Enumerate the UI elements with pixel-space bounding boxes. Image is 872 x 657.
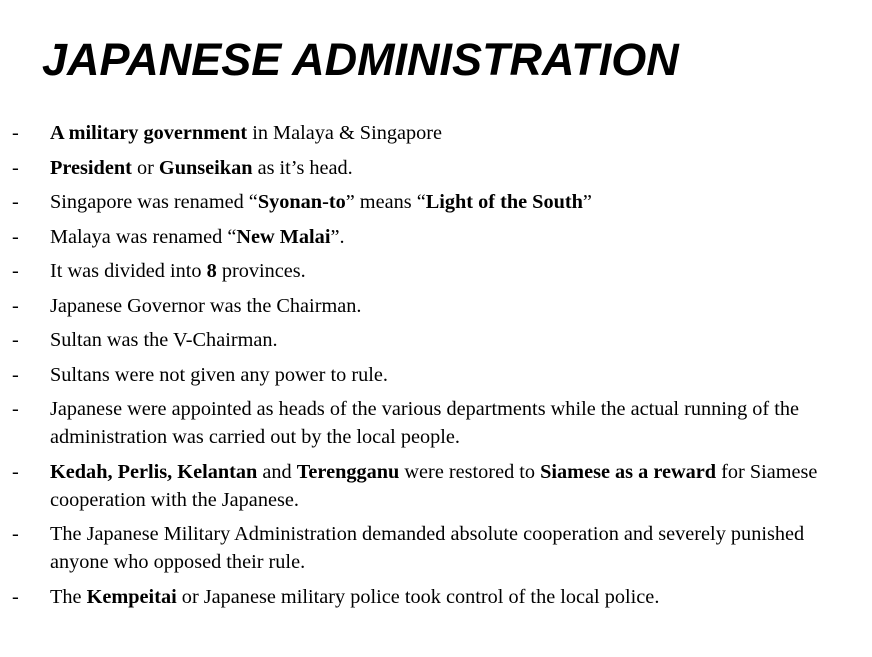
bullet-text-bold: Terengganu (296, 460, 400, 483)
bullet-text-bold: 8 (206, 260, 217, 282)
bullet-dash: - (12, 585, 19, 608)
bullet-text-bold: Kempeitai (86, 585, 177, 608)
bullet-text: The Japanese Military Administration demanded absolute cooperation and severely punished anyone who opposed their rule. (50, 523, 805, 573)
bullet-item (0, 395, 872, 451)
bullet-item (0, 188, 872, 216)
bullet-text-bold: A military government (50, 122, 248, 144)
bullet-text: or Japanese military police took control of the local police. (176, 585, 660, 608)
bullet-item (0, 223, 872, 251)
bullet-text-bold: Siamese as a reward (540, 460, 717, 483)
bullet-dash: - (12, 329, 19, 351)
bullet-dash: - (12, 363, 19, 386)
bullet-dash: - (12, 523, 19, 545)
bullet-dash: - (12, 191, 19, 213)
bullet-dash: - (12, 398, 19, 420)
bullet-text: ” means “ (345, 191, 426, 213)
bullet-text: Sultans were not given any power to rule. (50, 363, 388, 386)
bullet-item (0, 154, 872, 182)
bullet-list (0, 119, 872, 617)
bullet-text: in Malaya & Singapore (247, 122, 443, 144)
bullet-dash: - (12, 460, 19, 483)
bullet-text: and (257, 460, 297, 483)
bullet-text: Japanese were appointed as heads of the various departments while the actual running of the administration was carried out by the local people. (50, 398, 800, 448)
bullet-item (0, 326, 872, 354)
bullet-text: It was divided into (50, 260, 207, 282)
bullet-text-bold: Syonan-to (257, 191, 346, 213)
bullet-text: were restored to (399, 460, 541, 483)
bullet-text: Japanese Governor was the Chairman. (50, 294, 362, 317)
bullet-text-bold: Gunseikan (158, 156, 253, 179)
bullet-item (0, 292, 872, 320)
bullet-text: ”. (330, 225, 345, 248)
bullet-item (0, 458, 872, 514)
bullet-text: as it’s head. (252, 156, 353, 179)
bullet-text-bold: Kedah, Perlis, Kelantan (50, 460, 258, 483)
bullet-dash: - (12, 122, 19, 144)
bullet-text: Singapore was renamed “ (50, 191, 258, 213)
bullet-item (0, 520, 872, 576)
bullet-text: The (50, 585, 87, 608)
bullet-text: Sultan was the V-Chairman. (50, 329, 278, 351)
bullet-item (0, 583, 872, 611)
bullet-dash: - (12, 294, 19, 317)
bullet-item (0, 361, 872, 389)
bullet-dash: - (12, 260, 19, 282)
slide-title: JAPANESE ADMINISTRATION (42, 34, 679, 85)
bullet-text: provinces. (216, 260, 306, 282)
bullet-text: for Siamese cooperation with the Japanese. (50, 460, 818, 511)
bullet-text-bold: Light of the South (425, 191, 583, 213)
bullet-dash: - (12, 225, 19, 248)
bullet-item (0, 257, 872, 285)
bullet-text-bold: President (50, 156, 132, 179)
bullet-item (0, 119, 872, 147)
bullet-text-bold: New Malai (236, 225, 331, 248)
bullet-text: Malaya was renamed “ (50, 225, 237, 248)
bullet-dash: - (12, 156, 19, 179)
bullet-text: ” (582, 191, 592, 213)
bullet-text: or (131, 156, 159, 179)
